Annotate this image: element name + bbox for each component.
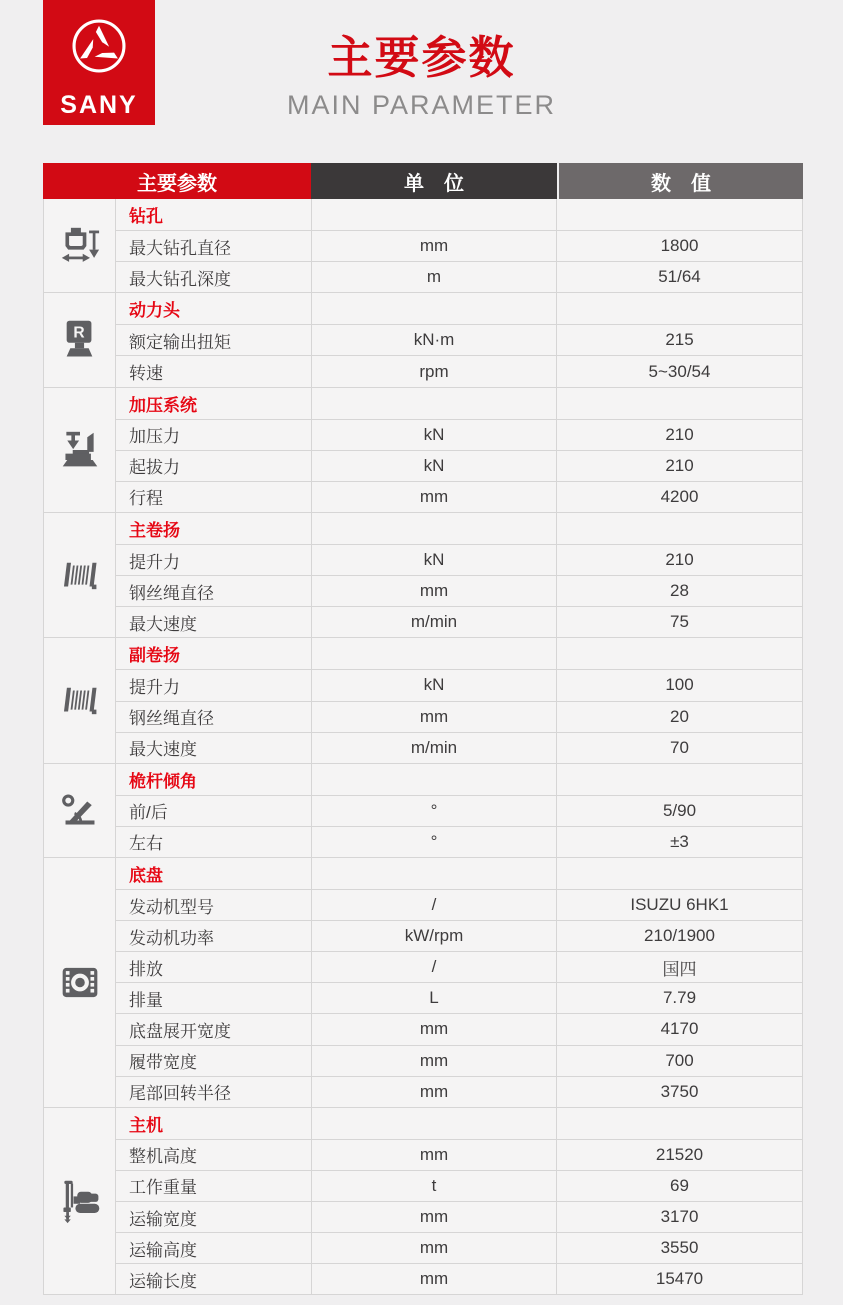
param-name-cell: 提升力 xyxy=(115,669,311,700)
unit-cell: kN·m xyxy=(311,324,557,355)
unit-cell: kN xyxy=(311,450,557,481)
unit-cell: mm xyxy=(311,481,557,512)
unit-cell xyxy=(311,858,557,889)
value-cell xyxy=(557,764,802,795)
value-cell: 215 xyxy=(557,324,802,355)
param-name-cell: 行程 xyxy=(115,481,311,512)
section-title: 底盘 xyxy=(115,858,311,889)
unit-cell: rpm xyxy=(311,355,557,386)
value-cell xyxy=(557,513,802,544)
section-title: 主卷扬 xyxy=(115,513,311,544)
param-name-cell: 运输长度 xyxy=(115,1263,311,1294)
unit-cell xyxy=(311,199,557,230)
section-crowd-system xyxy=(44,387,802,512)
value-cell: 700 xyxy=(557,1045,802,1076)
param-name-cell: 钢丝绳直径 xyxy=(115,575,311,606)
param-name-cell: 整机高度 xyxy=(115,1139,311,1170)
value-cell: 5/90 xyxy=(557,795,802,826)
value-cell: ±3 xyxy=(557,826,802,857)
column-header-unit: 单 位 xyxy=(311,163,557,199)
value-cell xyxy=(557,638,802,669)
param-name-cell: 转速 xyxy=(115,355,311,386)
drill-diameter-icon xyxy=(44,199,115,292)
unit-cell xyxy=(311,513,557,544)
param-name-cell: 尾部回转半径 xyxy=(115,1076,311,1107)
value-cell xyxy=(557,858,802,889)
unit-cell: mm xyxy=(311,1013,557,1044)
unit-cell xyxy=(311,1108,557,1139)
unit-cell: mm xyxy=(311,1201,557,1232)
value-cell: 69 xyxy=(557,1170,802,1201)
value-cell: 3170 xyxy=(557,1201,802,1232)
value-cell: 20 xyxy=(557,701,802,732)
param-name-cell: 左右 xyxy=(115,826,311,857)
unit-cell: m xyxy=(311,261,557,292)
param-name-cell: 运输宽度 xyxy=(115,1201,311,1232)
section-rig xyxy=(44,1107,802,1295)
unit-cell: mm xyxy=(311,1263,557,1294)
unit-cell xyxy=(311,388,557,419)
param-name-cell: 履带宽度 xyxy=(115,1045,311,1076)
param-name-cell: 工作重量 xyxy=(115,1170,311,1201)
brand-name: SANY xyxy=(60,91,138,119)
section-mast-angle xyxy=(44,763,802,857)
section-title: 钻孔 xyxy=(115,199,311,230)
unit-cell: t xyxy=(311,1170,557,1201)
crowd-system-icon xyxy=(44,388,115,512)
section-title: 动力头 xyxy=(115,293,311,324)
value-cell: 100 xyxy=(557,669,802,700)
param-name-cell: 最大速度 xyxy=(115,732,311,763)
unit-cell: ° xyxy=(311,795,557,826)
unit-cell: mm xyxy=(311,701,557,732)
param-name-cell: 发动机型号 xyxy=(115,889,311,920)
unit-cell: kN xyxy=(311,419,557,450)
unit-cell: mm xyxy=(311,1232,557,1263)
param-name-cell: 起拔力 xyxy=(115,450,311,481)
value-cell: 210/1900 xyxy=(557,920,802,951)
page-subtitle: MAIN PARAMETER xyxy=(286,90,557,120)
value-cell: 51/64 xyxy=(557,261,802,292)
value-cell: 7.79 xyxy=(557,982,802,1013)
unit-cell: kN xyxy=(311,669,557,700)
value-cell: 21520 xyxy=(557,1139,802,1170)
unit-cell: kN xyxy=(311,544,557,575)
param-name-cell: 运输高度 xyxy=(115,1232,311,1263)
value-cell: 70 xyxy=(557,732,802,763)
value-cell: 210 xyxy=(557,450,802,481)
table-body xyxy=(43,199,803,1295)
section-title: 主机 xyxy=(115,1108,311,1139)
unit-cell xyxy=(311,764,557,795)
param-name-cell: 钢丝绳直径 xyxy=(115,701,311,732)
unit-cell: mm xyxy=(311,1045,557,1076)
section-aux-winch xyxy=(44,637,802,762)
value-cell xyxy=(557,388,802,419)
param-name-cell: 最大速度 xyxy=(115,606,311,637)
section-rotary-head xyxy=(44,292,802,386)
param-name-cell: 提升力 xyxy=(115,544,311,575)
page-title: 主要参数 xyxy=(327,32,516,83)
unit-cell: mm xyxy=(311,575,557,606)
value-cell: 4200 xyxy=(557,481,802,512)
param-name-cell: 额定输出扭矩 xyxy=(115,324,311,355)
value-cell: 国四 xyxy=(557,951,802,982)
unit-cell: / xyxy=(311,889,557,920)
section-main-winch xyxy=(44,512,802,637)
unit-cell: kW/rpm xyxy=(311,920,557,951)
value-cell: 210 xyxy=(557,544,802,575)
param-name-cell: 最大钻孔深度 xyxy=(115,261,311,292)
table-header xyxy=(43,163,803,199)
aux-winch-icon xyxy=(44,638,115,762)
rotary-head-icon xyxy=(44,293,115,386)
param-name-cell: 发动机功率 xyxy=(115,920,311,951)
title-block xyxy=(0,32,843,122)
unit-cell: ° xyxy=(311,826,557,857)
value-cell: 15470 xyxy=(557,1263,802,1294)
mast-angle-icon xyxy=(44,764,115,857)
unit-cell: / xyxy=(311,951,557,982)
unit-cell: L xyxy=(311,982,557,1013)
value-cell xyxy=(557,1108,802,1139)
chassis-icon xyxy=(44,858,115,1107)
value-cell: 3750 xyxy=(557,1076,802,1107)
unit-cell: m/min xyxy=(311,606,557,637)
unit-cell: m/min xyxy=(311,732,557,763)
unit-cell: mm xyxy=(311,1076,557,1107)
section-title: 副卷扬 xyxy=(115,638,311,669)
value-cell xyxy=(557,293,802,324)
section-drill-diameter xyxy=(44,199,802,292)
section-title: 桅杆倾角 xyxy=(115,764,311,795)
unit-cell xyxy=(311,293,557,324)
unit-cell: mm xyxy=(311,1139,557,1170)
value-cell xyxy=(557,199,802,230)
rig-icon xyxy=(44,1108,115,1295)
unit-cell xyxy=(311,638,557,669)
column-header-parameter: 主要参数 xyxy=(43,163,311,199)
value-cell: 75 xyxy=(557,606,802,637)
param-name-cell: 排量 xyxy=(115,982,311,1013)
param-name-cell: 前/后 xyxy=(115,795,311,826)
section-chassis xyxy=(44,857,802,1107)
value-cell: 5~30/54 xyxy=(557,355,802,386)
value-cell: 28 xyxy=(557,575,802,606)
param-name-cell: 加压力 xyxy=(115,419,311,450)
param-name-cell: 排放 xyxy=(115,951,311,982)
value-cell: ISUZU 6HK1 xyxy=(557,889,802,920)
unit-cell: mm xyxy=(311,230,557,261)
param-name-cell: 最大钻孔直径 xyxy=(115,230,311,261)
section-title: 加压系统 xyxy=(115,388,311,419)
value-cell: 4170 xyxy=(557,1013,802,1044)
value-cell: 210 xyxy=(557,419,802,450)
param-name-cell: 底盘展开宽度 xyxy=(115,1013,311,1044)
column-header-value: 数 值 xyxy=(557,163,803,199)
main-winch-icon xyxy=(44,513,115,637)
parameter-table xyxy=(43,163,803,1295)
svg-text:R: R xyxy=(73,324,85,342)
value-cell: 3550 xyxy=(557,1232,802,1263)
value-cell: 1800 xyxy=(557,230,802,261)
